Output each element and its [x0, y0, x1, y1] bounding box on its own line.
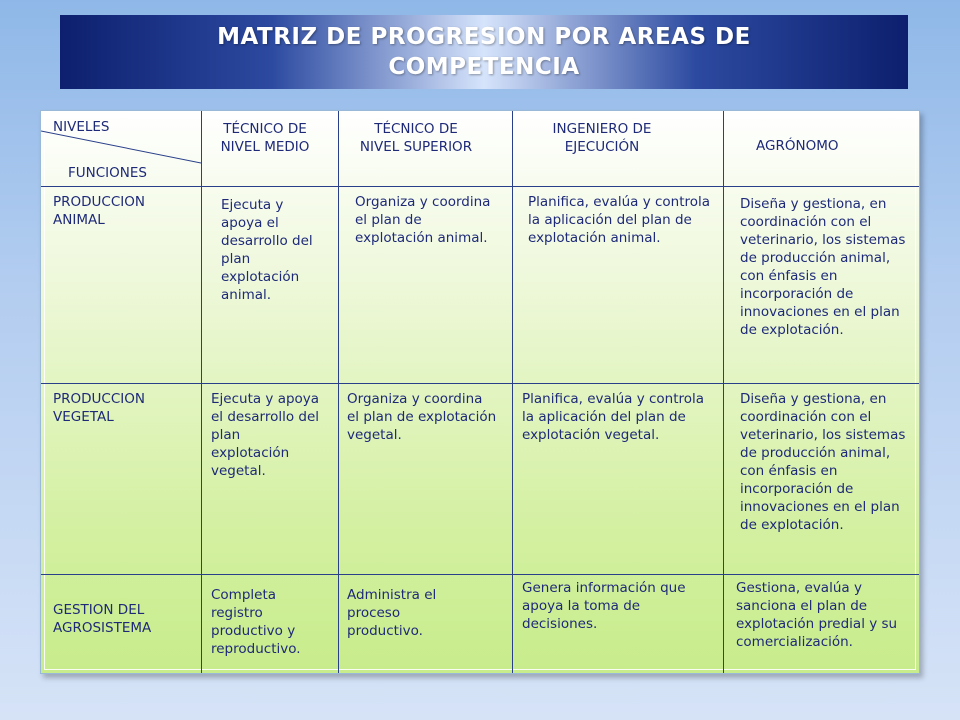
column-divider	[201, 111, 202, 673]
progression-matrix	[40, 110, 920, 674]
title-banner	[60, 15, 908, 89]
matrix-cell: Diseña y gestiona, en coordinación con el veterinario, los sistemas de producción animal, con énfasis en incorporación de innovaciones en el plan de explotación.	[740, 196, 906, 338]
matrix-cell: Planifica, evalúa y controla la aplicación del plan de explotación animal.	[528, 194, 711, 246]
matrix-cell: Ejecuta y apoya el desarrollo del plan explotación animal.	[221, 197, 313, 303]
row-divider	[41, 186, 919, 187]
row-divider	[41, 574, 919, 575]
page-title: MATRIZ DE PROGRESION POR AREAS DE COMPETENCIA	[217, 24, 751, 80]
row-label-produccion-animal: PRODUCCION ANIMAL	[53, 194, 145, 228]
header-tecnico-medio: TÉCNICO DE NIVEL MEDIO	[220, 121, 310, 155]
row-divider	[41, 383, 919, 384]
matrix-cell: Completa registro productivo y reproductivo.	[211, 587, 301, 657]
matrix-cell: Genera información que apoya la toma de decisiones.	[522, 580, 686, 632]
row-label-produccion-vegetal: PRODUCCION VEGETAL	[53, 391, 145, 425]
matrix-cell: Ejecuta y apoya el desarrollo del plan explotación vegetal.	[211, 391, 320, 479]
header-tecnico-superior: TÉCNICO DE NIVEL SUPERIOR	[359, 121, 473, 155]
header-agronomo: AGRÓNOMO	[756, 138, 839, 154]
column-divider	[338, 111, 339, 673]
header-ingeniero-ejecucion: INGENIERO DE EJECUCIÓN	[552, 121, 652, 155]
header-niveles: NIVELES	[53, 119, 110, 135]
header-funciones: FUNCIONES	[68, 165, 147, 181]
matrix-cell: Diseña y gestiona, en coordinación con el veterinario, los sistemas de producción animal, con énfasis en incorporación de innovaciones en el plan de explotación.	[740, 391, 906, 533]
matrix-cell: Administra el proceso productivo.	[347, 587, 437, 639]
matrix-cell: Organiza y coordina el plan de explotación animal.	[355, 194, 491, 246]
matrix-cell: Planifica, evalúa y controla la aplicación del plan de explotación vegetal.	[522, 391, 705, 443]
matrix-cell: Gestiona, evalúa y sanciona el plan de explotación predial y su comercialización.	[736, 580, 898, 650]
column-divider	[512, 111, 513, 673]
matrix-cell: Organiza y coordina el plan de explotación vegetal.	[347, 391, 497, 443]
column-divider	[723, 111, 724, 673]
row-label-gestion-agrosistema: GESTION DEL AGROSISTEMA	[53, 602, 152, 636]
